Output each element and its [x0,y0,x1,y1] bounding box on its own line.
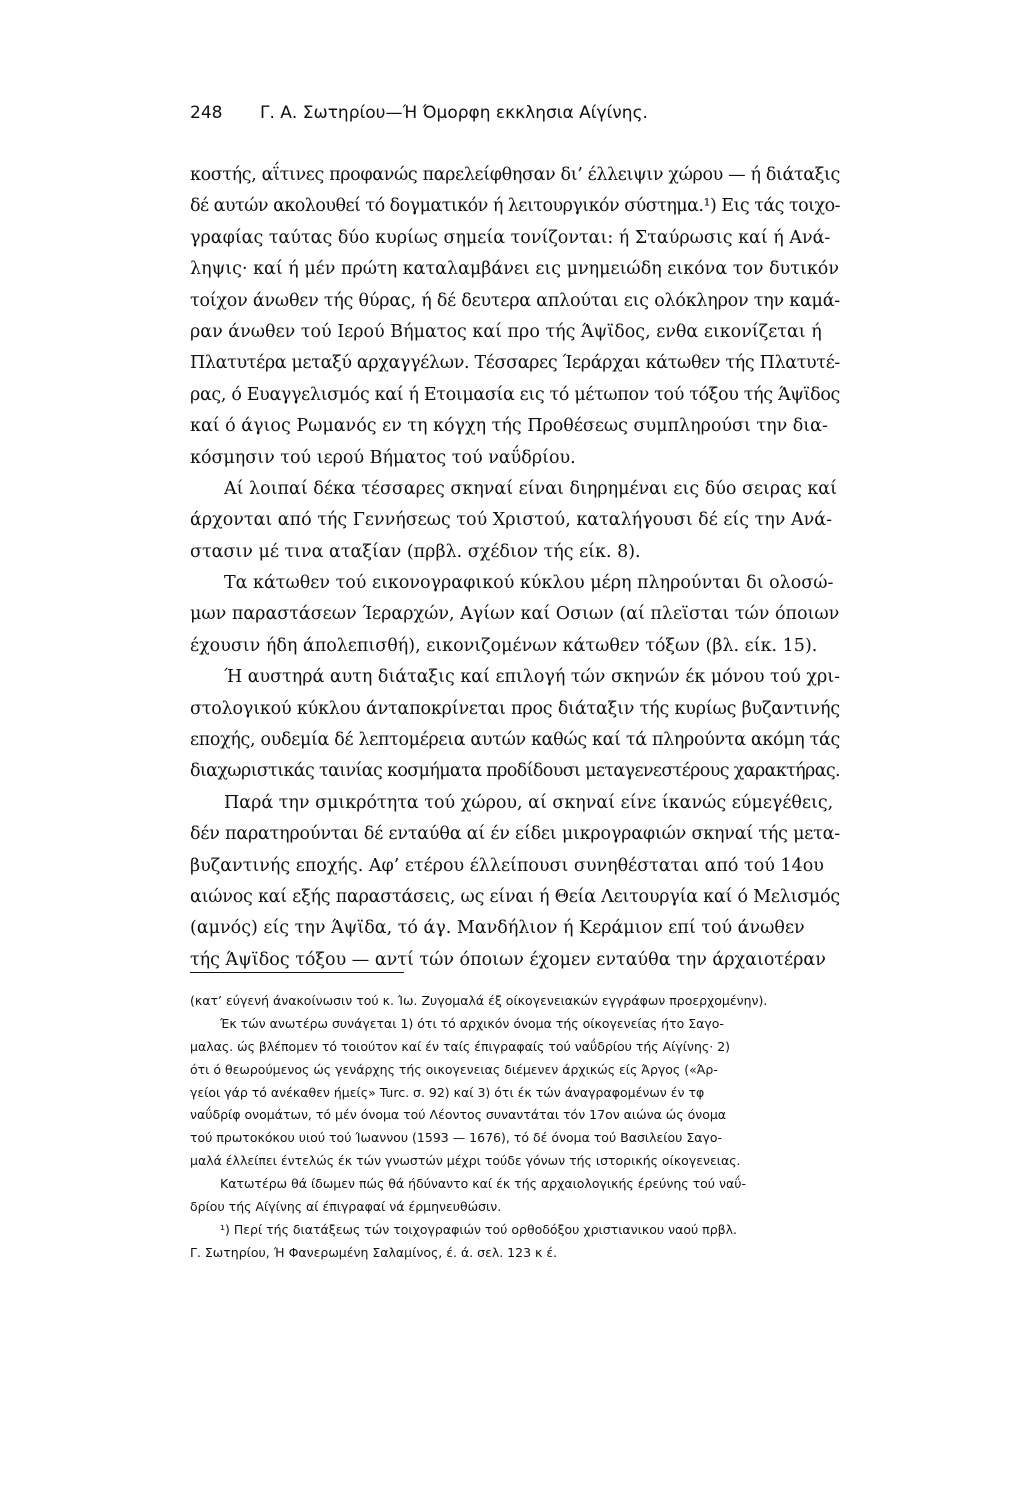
text-line: (αμνός) είς την Άψϊδα, τό άγ. Μανδήλιον ή Κεράμιον επί τού άνωθεν [190,918,805,939]
text-line: ληψις· καί ή μέν πρώτη καταλαμβάνει εις μνημειώδη εικόνα τον δυτικόν [190,259,839,280]
text-line: καί ό άγιος Ρωμανός εν τη κόγχη τής Προθέσεως συμπληρούσι την δια- [190,416,828,437]
text-line: μων παραστάσεων Ίεραρχών, Αγίων καί Οσιων (αί πλεϊσται τών όποιων [190,604,840,625]
text-line: ρας, ό Ευαγγελισμός καί ή Ετοιμασία εις τό μέτωπον τού τόξου τής Άψϊδος [190,384,840,405]
text-line: αιώνος καί εξής παραστάσεις, ως είναι ή Θεία Λειτουργία καί ό Μελισμός [190,886,840,907]
text-line: ραν άνωθεν τού Ιερού Βήματος καί προ τής Άψϊδος, ενθα εικονίζεται ή [190,321,822,342]
text-line: στασιν μέ τινα αταξίαν (πρβλ. σχέδιον τής είκ. 8). [190,541,641,562]
text-line: εποχής, ουδεμία δέ λεπτομέρεια αυτών καθώς καί τά πληρούντα ακόμη τάς [190,730,840,751]
text-line: στολογικού κύκλου άνταποκρίνεται προς διάταξιν τής κυρίως βυζαντινής [190,698,840,719]
text-line: Ή αυστηρά αυτη διάταξις καί επιλογή τών σκηνών έκ μόνου τού χρι- [224,667,840,688]
text-line: έχουσιν ήδη άπολεπισθή), εικονιζομένων κάτωθεν τόξων (βλ. είκ. 15). [190,635,818,656]
text-line: βυζαντινής εποχής. Αφ’ ετέρου έλλείπουσι συνηθέσταται από τού 14ου [190,855,824,876]
text-line: άρχονται από τής Γεννήσεως τού Χριστού, καταλήγουσι δέ είς την Ανά- [190,510,832,531]
text-line: κόσμησιν τού ιερού Βήματος τού ναΰδρίου. [190,447,576,468]
text-line: Αί λοιπαί δέκα τέσσαρες σκηναί είναι διηρημέναι εις δύο σειρας καί [224,478,837,499]
footnote-line: μαλας. ώς βλέπομεν τό τοιούτον καί έν ταίς έπιγραφαίς τού ναΰδρίου τής Αίγίνης· 2) [190,1038,731,1054]
footnote-line: δρίου τής Αίγίνης αί έπιγραφαί νά έρμηνευθώσιν. [190,1199,502,1215]
text-line: γραφίας ταύτας δύο κυρίως σημεία τονίζονται: ή Σταύρωσις καί ή Ανά- [190,227,831,248]
footnote-line: ότι ό θεωρούμενος ώς γενάρχης τής οικογενειας διέμενεν άρχικώς είς Άργος («Άρ- [190,1061,718,1077]
text-line: δέ αυτών ακολουθεί τό δογματικόν ή λειτουργικόν σύστημα.¹) Εις τάς τοιχο- [190,196,840,217]
footnote-separator [190,972,404,973]
footnote-line: τού πρωτοκόκου υιού τού Ίωαννου (1593 — 1676), τό δέ όνομα τού Βασιλείου Σαγο- [190,1130,723,1146]
main-text [190,160,840,976]
footnotes [190,990,840,1265]
footnote-line: γείοι γάρ τό ανέκαθεν ήμείς» Turc. σ. 92) καί 3) ότι έκ τών άναγραφομένων έν τφ [190,1084,705,1100]
text-line: Πλατυτέρα μεταξύ αρχαγγέλων. Τέσσαρες Ίεράρχαι κάτωθεν τής Πλατυτέ- [190,353,840,374]
footnote-line: ¹) Περί τής διατάξεως τών τοιχογραφιών τού ορθοδόξου χριστιανικου ναού πρβλ. [220,1221,737,1237]
text-line: τοίχον άνωθεν τής θύρας, ή δέ δευτερα απλούται εις ολόκληρον την καμά- [190,290,840,311]
footnote-line: μαλά έλλείπει έντελώς έκ τών γνωστών μέχρι τούδε γόνων τής ιστορικής οίκογενειας. [190,1153,741,1169]
footnote-line: (κατ’ εύγενή άνακοίνωσιν τού κ. Ίω. Ζυγομαλά έξ οίκογενειακών εγγράφων προερχομένην). [190,993,768,1008]
footnote-line: Γ. Σωτηρίου, Ή Φανερωμένη Σαλαμίνος, έ. ά. σελ. 123 κ έ. [190,1244,558,1260]
running-head: Γ. Α. Σωτηρίου—Ή Όμορφη εκκλησια Αίγίνης. [260,103,648,123]
text-line: διαχωριστικάς ταινίας κοσμήματα προδίδουσι μεταγενεστέρους χαρακτήρας. [190,761,840,782]
text-line: δέν παρατηρούνται δέ ενταύθα αί έν είδει μικρογραφιών σκηναί τής μετα- [190,824,840,845]
page-header [190,103,840,127]
footnote-line: ναΰδρίφ ονομάτων, τό μέν όνομα τού Λέοντος συναντάται τόν 17ον αιώνα ώς όνομα [190,1107,727,1123]
text-line: Παρά την σμικρότητα τού χώρου, αί σκηναί είνε ίκανώς εύμεγέθεις, [224,792,834,813]
text-line: Τα κάτωθεν τού εικονογραφικού κύκλου μέρη πληρούνται δι ολοσώ- [224,573,834,594]
footnote-line: Κατωτέρω θά ίδωμεν πώς θά ήδύναντο καί έκ τής αρχαιολογικής έρεύνης τού ναΰ- [220,1176,746,1192]
text-line: τής Άψϊδος τόξου — αντί τών όποιων έχομεν ενταύθα την άρχαιοτέραν [190,949,826,970]
text-line: κοστής, αΐτινες προφανώς παρελείφθησαν δι’ έλλειψιν χώρου — ή διάταξις [190,165,840,185]
footnote-line: Έκ τών ανωτέρω συνάγεται 1) ότι τό αρχικόν όνομα τής οίκογενείας ήτο Σαγο- [220,1015,724,1031]
page-number: 248 [190,103,223,123]
